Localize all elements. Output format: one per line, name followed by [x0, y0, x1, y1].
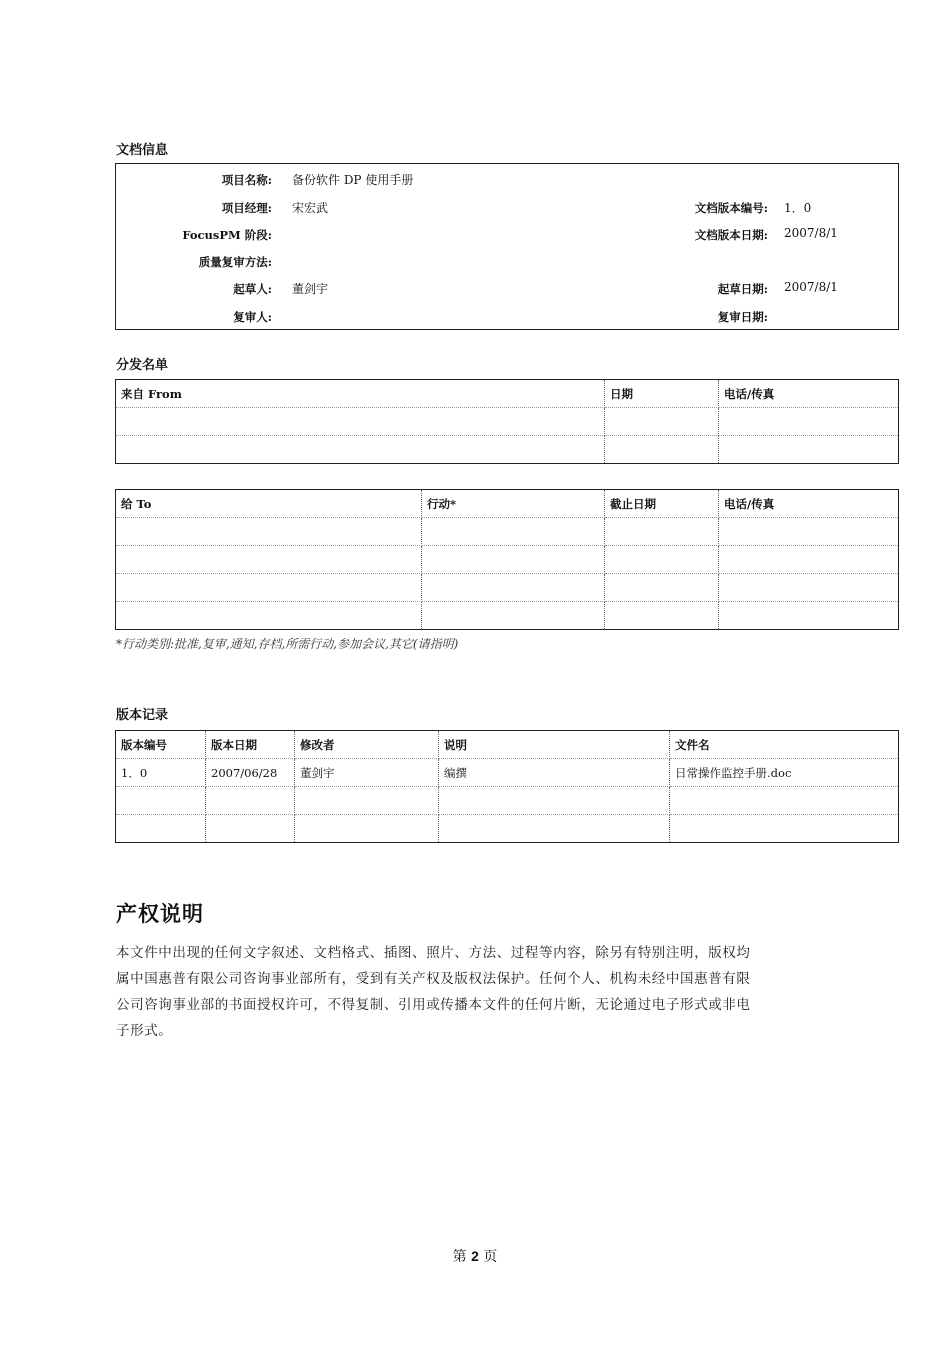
- version-date-value: 2007/8/1: [784, 226, 838, 240]
- version-no-label: 文档版本编号:: [694, 201, 768, 215]
- doc-info-box: [115, 163, 899, 330]
- empty-cell: [605, 574, 719, 602]
- version-date-label: 文档版本日期:: [694, 228, 768, 242]
- empty-cell: [116, 408, 605, 436]
- page-number: [0, 1246, 950, 1266]
- modifier-cell: 董剑宇: [295, 759, 439, 787]
- pm-label: 项目经理:: [221, 201, 272, 215]
- version-no-value: 1．0: [784, 201, 812, 215]
- empty-cell: [116, 546, 422, 574]
- to-header-cell: 截止日期: [605, 490, 719, 518]
- version-history-table: [115, 730, 899, 843]
- empty-cell: [719, 436, 899, 464]
- empty-cell: [719, 602, 899, 630]
- empty-cell: [295, 787, 439, 815]
- copyright-title: 产权说明: [116, 901, 204, 926]
- empty-cell: [206, 815, 295, 843]
- empty-cell: [605, 602, 719, 630]
- action-type-note: *行动类别:批准,复审,通知,存档,所需行动,参加会议,其它(请指明): [116, 637, 459, 651]
- empty-cell: [206, 787, 295, 815]
- reviewer-label: 复审人:: [233, 310, 272, 324]
- empty-cell: [116, 815, 206, 843]
- empty-cell: [719, 574, 899, 602]
- table-row: [116, 759, 899, 787]
- review-date-label: 复审日期:: [717, 310, 768, 324]
- drafter-label: 起草人:: [233, 282, 272, 296]
- from-header-cell: 电话/传真: [719, 380, 899, 408]
- version-history-title: 版本记录: [116, 708, 169, 723]
- table-row: [116, 518, 899, 546]
- to-header-cell: 给 To: [116, 490, 422, 518]
- to-header-cell: 电话/传真: [719, 490, 899, 518]
- empty-cell: [116, 574, 422, 602]
- table-row: [116, 408, 899, 436]
- page-prefix: 第: [452, 1249, 472, 1265]
- focus-stage-label: FocusPM 阶段:: [182, 228, 272, 242]
- table-row: [116, 546, 899, 574]
- empty-cell: [439, 815, 670, 843]
- doc-info-title: 文档信息: [116, 143, 169, 158]
- copyright-line: 本文件中出现的任何文字叙述、文档格式、插图、照片、方法、过程等内容，除另有特别注明，版权均: [116, 945, 751, 961]
- empty-cell: [719, 408, 899, 436]
- pm-value: 宋宏武: [292, 201, 329, 215]
- drafter-value: 董剑宇: [292, 282, 329, 296]
- from-header-cell: 来自 From: [116, 380, 605, 408]
- empty-cell: [116, 436, 605, 464]
- version-no-cell: 1．0: [116, 759, 206, 787]
- empty-cell: [605, 546, 719, 574]
- table-row: [116, 602, 899, 630]
- table-row: [116, 436, 899, 464]
- filename-cell: 日常操作监控手册.doc: [670, 759, 899, 787]
- qa-method-label: 质量复审方法:: [198, 255, 272, 269]
- draft-date-label: 起草日期:: [717, 282, 768, 296]
- copyright-line: 公司咨询事业部的书面授权许可，不得复制、引用或传播本文件的任何片断，无论通过电子形式或非电: [116, 997, 751, 1013]
- table-row: [116, 574, 899, 602]
- empty-cell: [719, 546, 899, 574]
- distribution-title: 分发名单: [116, 358, 169, 373]
- version-date-cell: 2007/06/28: [206, 759, 295, 787]
- draft-date-value: 2007/8/1: [784, 280, 838, 294]
- to-header-cell: 行动*: [422, 490, 605, 518]
- project-name-label: 项目名称:: [221, 173, 272, 187]
- empty-cell: [422, 546, 605, 574]
- empty-cell: [670, 787, 899, 815]
- empty-cell: [605, 518, 719, 546]
- version-header-cell: 版本日期: [206, 731, 295, 759]
- empty-cell: [422, 518, 605, 546]
- from-header-cell: 日期: [605, 380, 719, 408]
- copyright-line: 子形式。: [116, 1023, 173, 1039]
- empty-cell: [605, 436, 719, 464]
- page-suffix: 页: [478, 1249, 498, 1265]
- version-header-cell: 文件名: [670, 731, 899, 759]
- empty-cell: [116, 518, 422, 546]
- table-row: [116, 787, 899, 815]
- version-header-cell: 修改者: [295, 731, 439, 759]
- page-number-value: 2: [471, 1248, 479, 1264]
- project-name-value: 备份软件 DP 使用手册: [292, 173, 414, 187]
- empty-cell: [605, 408, 719, 436]
- empty-cell: [422, 574, 605, 602]
- empty-cell: [116, 787, 206, 815]
- empty-cell: [439, 787, 670, 815]
- version-header-cell: 版本编号: [116, 731, 206, 759]
- copyright-line: 属中国惠普有限公司咨询事业部所有，受到有关产权及版权法保护。任何个人、机构未经中国惠普有限: [116, 971, 751, 987]
- empty-cell: [719, 518, 899, 546]
- empty-cell: [422, 602, 605, 630]
- description-cell: 编撰: [439, 759, 670, 787]
- to-header-row: [116, 490, 899, 518]
- table-row: [116, 815, 899, 843]
- empty-cell: [116, 602, 422, 630]
- version-header-row: [116, 731, 899, 759]
- empty-cell: [670, 815, 899, 843]
- version-header-cell: 说明: [439, 731, 670, 759]
- copyright-paragraph: [116, 940, 846, 1044]
- from-header-row: [116, 380, 899, 408]
- from-table: [115, 379, 899, 464]
- empty-cell: [295, 815, 439, 843]
- to-table: [115, 489, 899, 630]
